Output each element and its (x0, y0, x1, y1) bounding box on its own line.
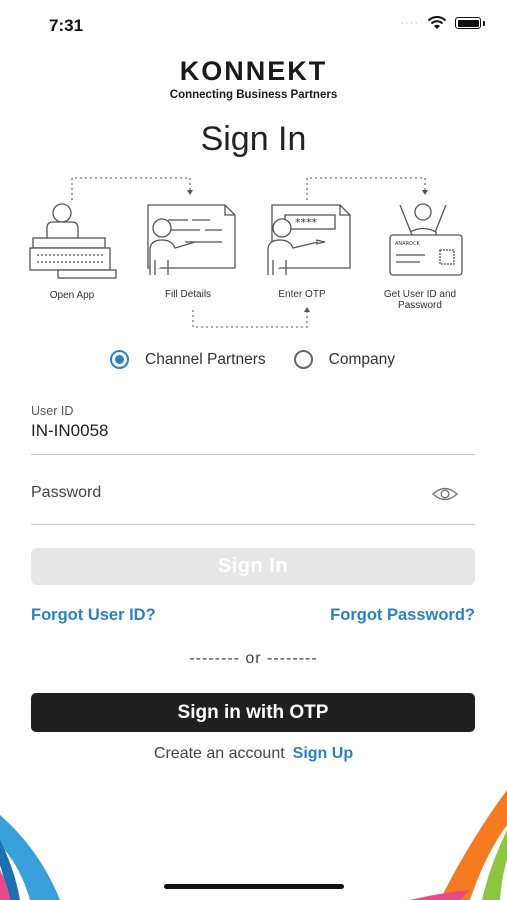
step-label-enter-otp: Enter OTP (278, 289, 326, 300)
user-id-label: User ID (31, 404, 74, 418)
sign-up-link[interactable]: Sign Up (292, 745, 354, 762)
svg-text:****: **** (295, 216, 317, 229)
page-title: Sign In (200, 120, 307, 158)
cellular-signal-icon: ···· (400, 17, 419, 29)
brand-tagline: Connecting Business Partners (169, 89, 338, 101)
brand-header (0, 56, 507, 101)
step-label-fill-details: Fill Details (164, 289, 212, 300)
enter-otp-illustration (268, 205, 350, 275)
status-icons (400, 16, 485, 30)
decorative-swooshes (0, 770, 507, 900)
home-indicator[interactable] (164, 884, 344, 889)
create-account-text: Create an account (153, 745, 285, 762)
password-field[interactable] (31, 484, 475, 525)
get-credentials-illustration (390, 204, 462, 275)
radio-label-company: Company (328, 350, 395, 368)
user-id-input[interactable]: IN-IN0058 (31, 421, 109, 440)
step-label-get-credentials: Get User ID and Password (383, 289, 457, 311)
wifi-icon (427, 16, 447, 30)
radio-label-channel-partners: Channel Partners (145, 350, 266, 368)
fill-details-illustration (148, 205, 235, 275)
sign-in-with-otp-button[interactable]: Sign in with OTP (31, 693, 475, 732)
open-app-illustration (30, 204, 116, 278)
create-account-row (0, 745, 507, 763)
radio-company[interactable] (294, 350, 395, 369)
battery-icon (455, 17, 481, 29)
or-separator: -------- or -------- (189, 650, 318, 667)
forgot-user-id-link[interactable]: Forgot User ID? (31, 606, 156, 624)
radio-unselected-icon[interactable] (294, 350, 313, 369)
radio-channel-partners[interactable] (110, 350, 266, 369)
radio-selected-icon[interactable] (110, 350, 129, 369)
password-input[interactable]: Password (31, 484, 102, 501)
user-id-field[interactable] (31, 404, 475, 455)
status-bar (0, 0, 507, 50)
eye-icon[interactable] (431, 486, 459, 502)
step-label-open-app: Open App (49, 290, 95, 301)
login-type-radio-group (110, 350, 395, 369)
svg-text:ANAROCK: ANAROCK (395, 241, 420, 247)
status-time: 7:31 (49, 16, 84, 35)
onboarding-steps (0, 170, 507, 335)
forgot-password-link[interactable]: Forgot Password? (330, 606, 475, 624)
sign-in-button[interactable]: Sign In (31, 548, 475, 585)
brand-logo: KONNEKT (179, 56, 328, 86)
